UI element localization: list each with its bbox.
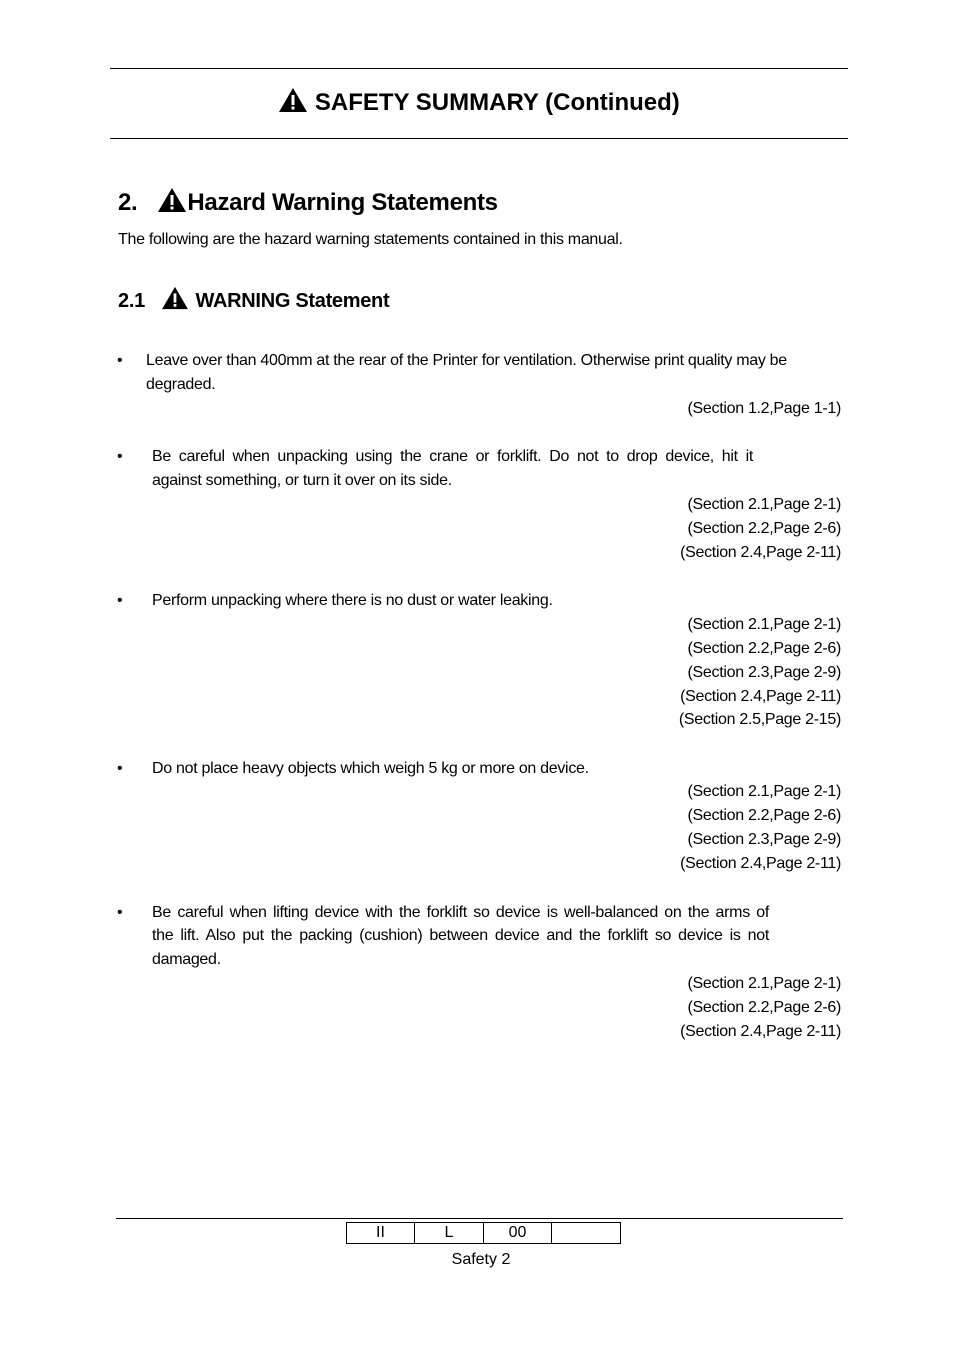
bullet-dot: • <box>117 352 123 369</box>
section-reference: (Section 2.2,Page 2-6) <box>687 640 841 657</box>
bullet-line: Leave over than 400mm at the rear of the Printer for ventilation. Otherwise print quality may be <box>146 352 787 369</box>
bullet-dot: • <box>117 592 123 609</box>
warning-triangle-icon <box>278 87 308 123</box>
section-reference: (Section 2.1,Page 2-1) <box>687 975 841 992</box>
revision-cell: 00 <box>484 1223 552 1244</box>
bullet-line: Do not place heavy objects which weigh 5 kg or more on device. <box>152 760 589 777</box>
header-bottom-rule <box>110 138 848 139</box>
section-title: Hazard Warning Statements <box>187 189 498 216</box>
bullet-line: damaged. <box>152 951 221 968</box>
section-reference: (Section 2.1,Page 2-1) <box>687 496 841 513</box>
section-reference: (Section 2.4,Page 2-11) <box>680 1023 841 1040</box>
bullet-line: Be careful when unpacking using the crane or forklift. Do not to drop device, hit it <box>152 448 753 465</box>
subsection-number: 2.1 <box>118 290 145 312</box>
section-reference: (Section 2.4,Page 2-11) <box>680 855 841 872</box>
section-heading <box>118 186 498 223</box>
warning-triangle-icon <box>160 286 190 318</box>
section-reference: (Section 2.3,Page 2-9) <box>687 664 841 681</box>
page-number: Safety 2 <box>451 1251 511 1268</box>
section-intro: The following are the hazard warning statements contained in this manual. <box>118 231 623 248</box>
section-reference: (Section 2.4,Page 2-11) <box>680 688 841 705</box>
page-title-text: SAFETY SUMMARY (Continued) <box>314 89 680 116</box>
bullet-dot: • <box>117 448 123 465</box>
section-number: 2. <box>118 189 138 216</box>
bullet-dot: • <box>117 904 123 921</box>
bullet-dot: • <box>117 760 123 777</box>
warning-triangle-icon <box>157 187 187 223</box>
subsection-title: WARNING Statement <box>195 290 390 312</box>
footer-rule <box>116 1218 843 1219</box>
section-reference: (Section 2.3,Page 2-9) <box>687 831 841 848</box>
subsection-heading <box>118 286 389 318</box>
section-reference: (Section 2.2,Page 2-6) <box>687 999 841 1016</box>
section-reference: (Section 2.5,Page 2-15) <box>678 711 841 728</box>
revision-cell: II <box>347 1223 415 1244</box>
revision-table <box>346 1222 621 1244</box>
bullet-line: the lift. Also put the packing (cushion) between device and the forklift so device is not <box>152 927 769 944</box>
header-top-rule <box>110 68 848 69</box>
bullet-line: degraded. <box>146 376 216 393</box>
section-reference: (Section 2.2,Page 2-6) <box>687 807 841 824</box>
page-title <box>110 86 848 123</box>
section-reference: (Section 2.1,Page 2-1) <box>687 783 841 800</box>
revision-cell <box>552 1223 621 1244</box>
section-reference: (Section 2.4,Page 2-11) <box>680 544 841 561</box>
section-reference: (Section 2.1,Page 2-1) <box>687 616 841 633</box>
bullet-line: Perform unpacking where there is no dust or water leaking. <box>152 592 553 609</box>
revision-cell: L <box>415 1223 484 1244</box>
section-reference: (Section 1.2,Page 1-1) <box>687 400 841 417</box>
bullet-line: Be careful when lifting device with the forklift so device is well-balanced on the arms of <box>152 904 769 921</box>
section-reference: (Section 2.2,Page 2-6) <box>687 520 841 537</box>
bullet-line: against something, or turn it over on its side. <box>152 472 452 489</box>
